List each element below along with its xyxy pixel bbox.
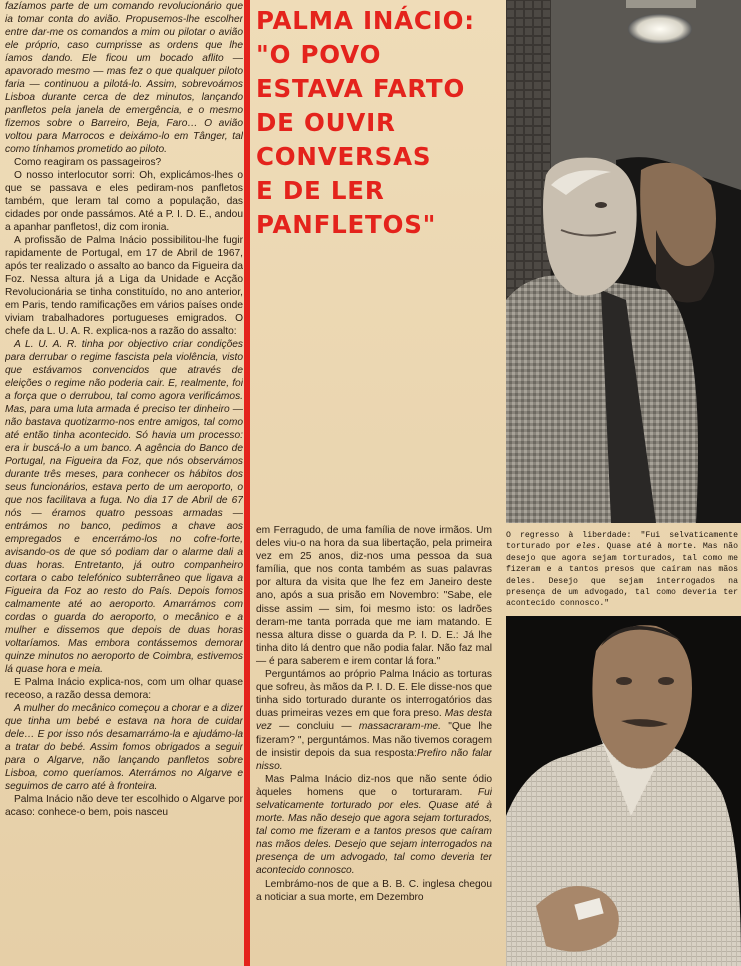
headline-line: E DE LER	[256, 176, 385, 205]
article-column-middle	[256, 524, 492, 964]
paragraph-span: Prefiro não falar nisso.	[256, 747, 492, 772]
paragraph-span: Mas Palma Inácio diz-nos que não sente ódio àqueles homens que o torturaram.	[256, 773, 492, 798]
paragraph-span: "Que lhe fizeram? ", perguntámos. Mas não tivemos coragem de insistir depois da sua resposta:	[256, 721, 492, 759]
photo-palma-inacio-with-companion	[506, 0, 741, 523]
paragraph-span: Lembrámo-nos de que a B. B. C. inglesa chegou a noticiar a sua morte, em Dezembro	[256, 878, 492, 903]
article-headline	[256, 4, 506, 242]
headline-line: "O POVO	[256, 40, 382, 69]
article-paragraph: A profissão de Palma Inácio possibilitou-lhe fugir rapidamente de Portugal, em 17 de Abril de 1967, após ter realizado o assalto ao banco da Figueira da Foz. Nessa altura já a Liga da Unidade e Acção Revolucionária se tinha constituído, no ano anterior, em Paris, tendo ramificações em vários países onde viviam trabalhadores portugueses emigrados. O chefe da L. U. A. R. explica-nos a razão do assalto:	[5, 235, 243, 337]
article-paragraph	[256, 668, 492, 773]
caption-span: O regresso à liberdade: "Fui selvaticamente torturado por	[506, 531, 738, 552]
paragraph-span: em Ferragudo, de uma família de nove irmãos. Um deles viu-o na hora da sua libertação, pela primeira vez em 25 anos, diz-nos uma pessoa da sua família, que nos conta também as suas palavras por altura da visita que lhe fez em Janeiro deste ano, após a sua prisão em Novembro: "Sabe, ele disse assim — sim, foi mesmo isto: os ladrões deram-me tanta porrada que me iam matando. E nessa altura disse o guarda da P. I. D. E.: Já lhe tinha dito lá dentro que não podia falar. Não faz mal — é para saberem e irem contar lá fora."	[256, 525, 492, 667]
article-paragraph: E Palma Inácio explica-nos, com um olhar quase receoso, a razão dessa demora:	[5, 677, 243, 701]
paragraph-span: massacraram-me.	[358, 721, 441, 733]
article-paragraph: Como reagiram os passageiros?	[14, 157, 162, 168]
photo-palma-inacio-portrait	[506, 616, 741, 966]
paragraph-span: Fui selvaticamente torturado por eles. Quase até à morte. Mas não desejo que agora sejam torturados, tal como me fizeram e a tantos presos que caíram nas mãos deles. Desejo que sejam interrogados na presença de um advogado, tal como deveria ter acontecido connosco.	[256, 786, 492, 877]
headline-line: CONVERSAS	[256, 142, 432, 171]
article-column-left	[5, 0, 243, 966]
article-paragraph: A L. U. A. R. tinha por objectivo criar condições para derrubar o regime fascista pela violência, visto que estávamos convencidos que através de eleições o regime não poderia cair. E, realmente, foi a força que o derrubou, tal como agora verificámos. Mas, para uma luta armada é preciso ter dinheiro — não bastava quotizarmo-nos entre amigos, tal como até então tinha acontecido. Só havia um processo: era ir buscá-lo a um banco. A agência do Banco de Portugal, na Figueira da Foz, que nós observámos durante três meses, para conhecer os hábitos dos seus funcionários, estava perto de um aeroporto, o que nos facilitava a fuga. No dia 17 de Abril de 67 nós — éramos quatro pessoas armadas — entrámos no banco, pedimos a chave aos empregados e encerrámo-los no cofre-forte, avisando-os de que só podiam dar o alarme dali a duas horas. Entretanto, já outro companheiro cortara o cabo telefónico subterrâneo que ligava a Figueira da Foz ao resto do País. Depois fomos calmamente até ao aeroporto. Amarrámos com cordas o guarda do aeroporto, o mecânico e a mulher e dissemos que depois de duas horas voltaríamos. Mas embora contássemos demorar quinze minutos no aeroporto de Coimbra, estivemos lá quase hora e meia.	[5, 339, 243, 675]
paragraph-span: Mas desta vez	[256, 708, 492, 733]
article-paragraph: A mulher do mecânico começou a chorar e a dizer que tinha um bebé e estava na hora de cuidar dele… E por isso nós desamarrámo-la e ajudámo-la a tratar do bebé. Assim fomos obrigados a seguir para o Algarve, não lançando panfletos sobre Lisboa, como queríamos. Aterrámos no Algarve e seguimos de carro até à fronteira.	[5, 703, 243, 792]
paragraph-span: Perguntámos ao próprio Palma Inácio as torturas que sofreu, às mãos da P. I. D. E. Ele disse-nos que tinha sido torturado durante os interrogatórios das duas primeiras vezes em que fora preso.	[256, 669, 492, 720]
headline-line: ESTAVA FARTO	[256, 74, 466, 103]
article-paragraph	[256, 773, 492, 878]
article-paragraph	[256, 524, 492, 668]
red-divider-bar	[244, 0, 250, 966]
headline-line: PANFLETOS"	[256, 210, 437, 239]
caption-span: eles	[576, 542, 596, 552]
article-paragraph: fazíamos parte de um comando revolucionário que ia tomar conta do avião. Propusemos-lhe escolher entre dar-me os comandos a mim ou pilotar o avião ele próprio, caso cumprisse as ordens que lhe íamos dando. Ele ficou um bocado aflito — apavorado mesmo — mas fez o que qualquer piloto faria — continuou a pilotá-lo. Assim, sobrevoámos Lisboa durante cerca de dez minutos, lançando panfletos pela janela de emergência, e o mesmo fizemos sobre o Barreiro, Beja, Faro… O avião voltou para Marrocos e deixámo-lo em Tânger, tal como tínhamos prometido ao piloto.	[5, 1, 243, 155]
headline-line: PALMA INÁCIO:	[256, 6, 475, 35]
article-paragraph	[256, 878, 492, 904]
article-paragraph: Palma Inácio não deve ter escolhido o Algarve por acaso: conhece-o bem, pois nasceu	[5, 794, 243, 818]
article-paragraph: O nosso interlocutor sorri: Oh, explicámos-lhes o que se passava e eles pediram-nos panfletos também, que leram tal como a população, das cidades por onde passámos. Até a P. I. D. E., andou a apanhar panfletos!, diz com ironia.	[5, 170, 243, 233]
photo-caption	[506, 530, 738, 610]
headline-line: DE OUVIR	[256, 108, 396, 137]
caption-span: . Quase até à morte. Mas não desejo que agora sejam torturados, tal como me fizeram e a tantos presos que caíram nas mãos deles. Desejo que sejam interrogados na presença de um advogado, tal como deveria ter acontecido connosco."	[506, 542, 738, 609]
paragraph-span: — concluiu —	[271, 721, 359, 733]
